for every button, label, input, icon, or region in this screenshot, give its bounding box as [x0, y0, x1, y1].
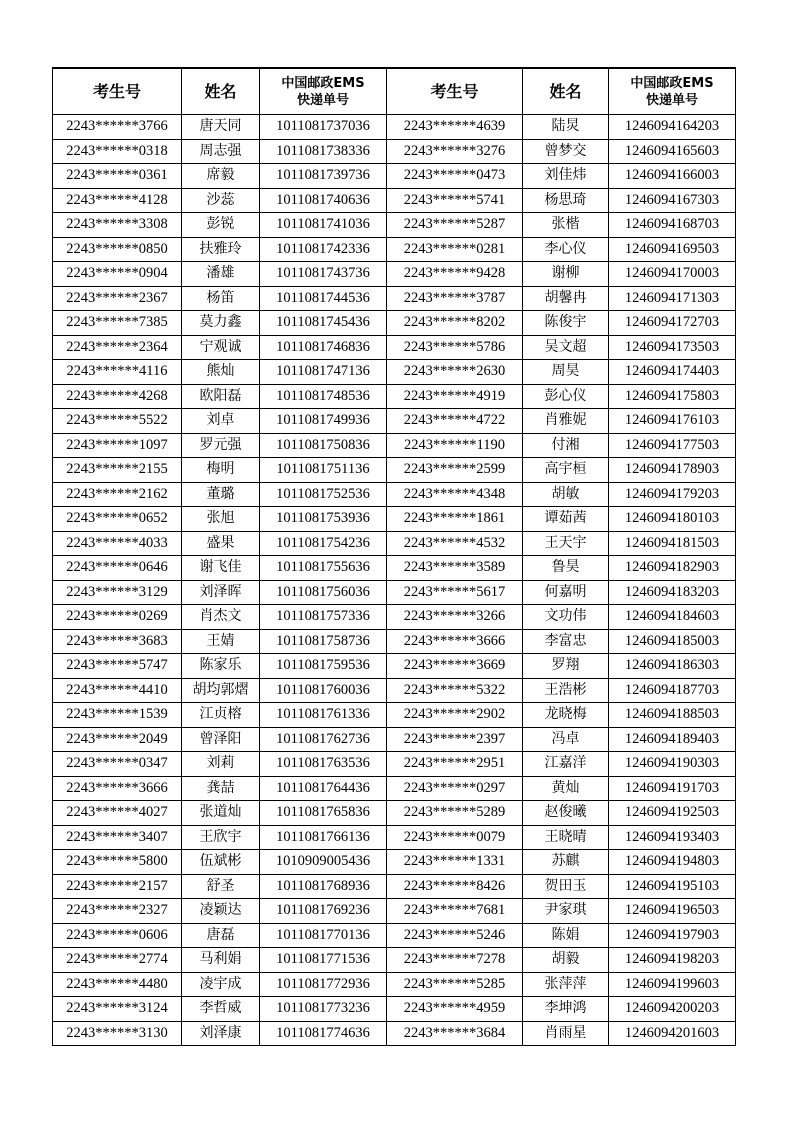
cell-exam-id: 2243******0646: [53, 556, 182, 581]
cell-exam-id: 2243******0606: [53, 923, 182, 948]
table-row: [53, 262, 736, 287]
table-body: [53, 115, 736, 1046]
cell-exam-id-2: 2243******1190: [387, 433, 523, 458]
cell-ems-number: 1011081764436: [260, 776, 387, 801]
cell-ems-number: 1011081740636: [260, 188, 387, 213]
cell-name-2: 高宇桓: [523, 458, 609, 483]
cell-exam-id: 2243******3130: [53, 1021, 182, 1046]
cell-ems-number: 1011081756036: [260, 580, 387, 605]
cell-name-2: 周昊: [523, 360, 609, 385]
cell-name: 潘雄: [182, 262, 260, 287]
cell-ems-number: 1011081751136: [260, 458, 387, 483]
cell-ems-number-2: 1246094175803: [609, 384, 736, 409]
cell-ems-number-2: 1246094173503: [609, 335, 736, 360]
cell-name: 盛果: [182, 531, 260, 556]
cell-name: 刘泽康: [182, 1021, 260, 1046]
cell-exam-id: 2243******3766: [53, 115, 182, 140]
cell-exam-id-2: 2243******4532: [387, 531, 523, 556]
cell-name-2: 曾梦交: [523, 139, 609, 164]
table-row: [53, 531, 736, 556]
cell-ems-number: 1011081741036: [260, 213, 387, 238]
cell-name-2: 王浩彬: [523, 678, 609, 703]
cell-exam-id-2: 2243******0297: [387, 776, 523, 801]
table-row: [53, 678, 736, 703]
cell-ems-number: 1011081773236: [260, 997, 387, 1022]
table-row: [53, 850, 736, 875]
table-row: [53, 801, 736, 826]
cell-name: 席毅: [182, 164, 260, 189]
cell-ems-number: 1010909005436: [260, 850, 387, 875]
cell-exam-id: 2243******0269: [53, 605, 182, 630]
table-row: [53, 384, 736, 409]
table-row: [53, 997, 736, 1022]
cell-ems-number-2: 1246094188503: [609, 703, 736, 728]
cell-name: 罗元强: [182, 433, 260, 458]
cell-exam-id: 2243******2049: [53, 727, 182, 752]
cell-exam-id-2: 2243******3666: [387, 629, 523, 654]
cell-ems-number-2: 1246094197903: [609, 923, 736, 948]
header-ems-line1: 中国邮政EMS: [281, 75, 365, 91]
cell-exam-id-2: 2243******5786: [387, 335, 523, 360]
cell-ems-number-2: 1246094193403: [609, 825, 736, 850]
cell-exam-id-2: 2243******8426: [387, 874, 523, 899]
cell-name: 肖杰文: [182, 605, 260, 630]
cell-name: 扶雅玲: [182, 237, 260, 262]
header-exam-id-2: 考生号: [387, 68, 523, 115]
table-row: [53, 727, 736, 752]
cell-ems-number-2: 1246094186303: [609, 654, 736, 679]
cell-exam-id-2: 2243******7278: [387, 948, 523, 973]
table-row: [53, 311, 736, 336]
cell-name: 刘莉: [182, 752, 260, 777]
cell-ems-number: 1011081752536: [260, 482, 387, 507]
cell-ems-number-2: 1246094180103: [609, 507, 736, 532]
cell-exam-id: 2243******3308: [53, 213, 182, 238]
cell-name: 刘卓: [182, 409, 260, 434]
cell-ems-number-2: 1246094179203: [609, 482, 736, 507]
cell-name-2: 冯卓: [523, 727, 609, 752]
cell-exam-id-2: 2243******2397: [387, 727, 523, 752]
table-row: [53, 507, 736, 532]
cell-name: 张道灿: [182, 801, 260, 826]
cell-name-2: 王天宇: [523, 531, 609, 556]
cell-ems-number: 1011081738336: [260, 139, 387, 164]
cell-ems-number-2: 1246094182903: [609, 556, 736, 581]
cell-name-2: 王晓晴: [523, 825, 609, 850]
cell-name-2: 胡敏: [523, 482, 609, 507]
cell-exam-id: 2243******5800: [53, 850, 182, 875]
cell-ems-number-2: 1246094191703: [609, 776, 736, 801]
cell-name: 刘泽晖: [182, 580, 260, 605]
cell-exam-id: 2243******0904: [53, 262, 182, 287]
table-row: [53, 580, 736, 605]
cell-ems-number: 1011081768936: [260, 874, 387, 899]
cell-exam-id-2: 2243******4919: [387, 384, 523, 409]
cell-name-2: 付湘: [523, 433, 609, 458]
cell-ems-number-2: 1246094200203: [609, 997, 736, 1022]
cell-name-2: 尹家琪: [523, 899, 609, 924]
table-row: [53, 139, 736, 164]
ems-tracking-table: [52, 67, 736, 1046]
cell-exam-id-2: 2243******4959: [387, 997, 523, 1022]
cell-name: 凌宇成: [182, 972, 260, 997]
cell-exam-id: 2243******2364: [53, 335, 182, 360]
cell-name-2: 龙晓梅: [523, 703, 609, 728]
cell-name-2: 何嘉明: [523, 580, 609, 605]
cell-exam-id: 2243******4033: [53, 531, 182, 556]
cell-name: 宁观诚: [182, 335, 260, 360]
cell-ems-number-2: 1246094187703: [609, 678, 736, 703]
cell-exam-id: 2243******3666: [53, 776, 182, 801]
cell-exam-id-2: 2243******5287: [387, 213, 523, 238]
cell-ems-number-2: 1246094169503: [609, 237, 736, 262]
cell-ems-number: 1011081758736: [260, 629, 387, 654]
cell-ems-number: 1011081757336: [260, 605, 387, 630]
table-row: [53, 360, 736, 385]
table-row: [53, 115, 736, 140]
table-row: [53, 335, 736, 360]
cell-exam-id: 2243******0652: [53, 507, 182, 532]
cell-ems-number-2: 1246094190303: [609, 752, 736, 777]
cell-name: 舒圣: [182, 874, 260, 899]
cell-name-2: 肖雨星: [523, 1021, 609, 1046]
cell-exam-id: 2243******0361: [53, 164, 182, 189]
cell-ems-number-2: 1246094164203: [609, 115, 736, 140]
cell-name: 周志强: [182, 139, 260, 164]
cell-exam-id-2: 2243******5322: [387, 678, 523, 703]
table-row: [53, 923, 736, 948]
cell-ems-number-2: 1246094174403: [609, 360, 736, 385]
cell-ems-number-2: 1246094196503: [609, 899, 736, 924]
cell-name: 龚喆: [182, 776, 260, 801]
table-row: [53, 458, 736, 483]
cell-name-2: 刘佳炜: [523, 164, 609, 189]
cell-name-2: 贺田玉: [523, 874, 609, 899]
cell-ems-number-2: 1246094167303: [609, 188, 736, 213]
cell-exam-id: 2243******2162: [53, 482, 182, 507]
cell-exam-id-2: 2243******3669: [387, 654, 523, 679]
cell-ems-number: 1011081755636: [260, 556, 387, 581]
cell-name-2: 赵俊曦: [523, 801, 609, 826]
cell-name-2: 张萍萍: [523, 972, 609, 997]
cell-exam-id-2: 2243******2902: [387, 703, 523, 728]
cell-exam-id-2: 2243******3276: [387, 139, 523, 164]
cell-name: 伍斌彬: [182, 850, 260, 875]
table-row: [53, 703, 736, 728]
cell-name: 熊灿: [182, 360, 260, 385]
cell-name: 莫力鑫: [182, 311, 260, 336]
cell-ems-number-2: 1246094201603: [609, 1021, 736, 1046]
table-row: [53, 286, 736, 311]
cell-name-2: 鲁昊: [523, 556, 609, 581]
table-row: [53, 164, 736, 189]
cell-ems-number: 1011081749936: [260, 409, 387, 434]
cell-exam-id-2: 2243******3266: [387, 605, 523, 630]
header-ems-line2-2: 快递单号: [645, 92, 698, 108]
cell-ems-number: 1011081745436: [260, 311, 387, 336]
cell-exam-id: 2243******4480: [53, 972, 182, 997]
cell-exam-id-2: 2243******0281: [387, 237, 523, 262]
cell-ems-number-2: 1246094166003: [609, 164, 736, 189]
cell-exam-id: 2243******4128: [53, 188, 182, 213]
cell-name-2: 张楷: [523, 213, 609, 238]
cell-name-2: 肖雅妮: [523, 409, 609, 434]
cell-name: 谢飞佳: [182, 556, 260, 581]
cell-ems-number-2: 1246094199603: [609, 972, 736, 997]
cell-ems-number: 1011081746836: [260, 335, 387, 360]
cell-exam-id-2: 2243******3684: [387, 1021, 523, 1046]
table-row: [53, 188, 736, 213]
header-ems-number: [260, 68, 387, 115]
cell-exam-id-2: 2243******3589: [387, 556, 523, 581]
table-row: [53, 605, 736, 630]
cell-name-2: 黄灿: [523, 776, 609, 801]
cell-name: 彭锐: [182, 213, 260, 238]
cell-name: 胡均郭熠: [182, 678, 260, 703]
cell-ems-number-2: 1246094165603: [609, 139, 736, 164]
cell-exam-id: 2243******5747: [53, 654, 182, 679]
table-row: [53, 1021, 736, 1046]
cell-name: 王欣宇: [182, 825, 260, 850]
cell-ems-number-2: 1246094178903: [609, 458, 736, 483]
table-row: [53, 776, 736, 801]
cell-name-2: 李心仪: [523, 237, 609, 262]
cell-exam-id-2: 2243******4722: [387, 409, 523, 434]
cell-ems-number-2: 1246094184603: [609, 605, 736, 630]
cell-ems-number: 1011081747136: [260, 360, 387, 385]
cell-exam-id-2: 2243******0079: [387, 825, 523, 850]
cell-exam-id-2: 2243******9428: [387, 262, 523, 287]
cell-name: 欧阳磊: [182, 384, 260, 409]
cell-name-2: 胡毅: [523, 948, 609, 973]
cell-ems-number: 1011081763536: [260, 752, 387, 777]
cell-exam-id: 2243******1097: [53, 433, 182, 458]
cell-name: 凌颖达: [182, 899, 260, 924]
cell-exam-id: 2243******3683: [53, 629, 182, 654]
cell-ems-number: 1011081748536: [260, 384, 387, 409]
cell-exam-id-2: 2243******4639: [387, 115, 523, 140]
cell-ems-number-2: 1246094189403: [609, 727, 736, 752]
cell-ems-number-2: 1246094181503: [609, 531, 736, 556]
cell-exam-id: 2243******2157: [53, 874, 182, 899]
table-row: [53, 948, 736, 973]
cell-name-2: 谭茹茜: [523, 507, 609, 532]
cell-ems-number-2: 1246094183203: [609, 580, 736, 605]
cell-exam-id-2: 2243******2599: [387, 458, 523, 483]
table-row: [53, 556, 736, 581]
table-row: [53, 654, 736, 679]
cell-ems-number: 1011081770136: [260, 923, 387, 948]
cell-ems-number: 1011081771536: [260, 948, 387, 973]
cell-exam-id-2: 2243******5246: [387, 923, 523, 948]
cell-name: 马利娟: [182, 948, 260, 973]
cell-name-2: 苏麒: [523, 850, 609, 875]
cell-ems-number: 1011081742336: [260, 237, 387, 262]
cell-ems-number-2: 1246094177503: [609, 433, 736, 458]
cell-name: 曾泽阳: [182, 727, 260, 752]
cell-exam-id: 2243******4410: [53, 678, 182, 703]
cell-exam-id-2: 2243******4348: [387, 482, 523, 507]
cell-exam-id: 2243******4116: [53, 360, 182, 385]
cell-ems-number: 1011081753936: [260, 507, 387, 532]
table-row: [53, 213, 736, 238]
header-name: 姓名: [182, 68, 260, 115]
cell-name-2: 李富忠: [523, 629, 609, 654]
cell-exam-id: 2243******2367: [53, 286, 182, 311]
cell-exam-id: 2243******0347: [53, 752, 182, 777]
cell-name: 张旭: [182, 507, 260, 532]
table-row: [53, 482, 736, 507]
cell-name: 王婧: [182, 629, 260, 654]
cell-exam-id: 2243******4268: [53, 384, 182, 409]
cell-ems-number: 1011081765836: [260, 801, 387, 826]
cell-exam-id-2: 2243******2630: [387, 360, 523, 385]
cell-exam-id: 2243******0318: [53, 139, 182, 164]
cell-exam-id-2: 2243******7681: [387, 899, 523, 924]
cell-ems-number-2: 1246094194803: [609, 850, 736, 875]
cell-ems-number: 1011081737036: [260, 115, 387, 140]
cell-name: 董璐: [182, 482, 260, 507]
cell-ems-number-2: 1246094168703: [609, 213, 736, 238]
cell-exam-id: 2243******5522: [53, 409, 182, 434]
cell-ems-number-2: 1246094170003: [609, 262, 736, 287]
cell-ems-number: 1011081750836: [260, 433, 387, 458]
cell-exam-id: 2243******2327: [53, 899, 182, 924]
cell-exam-id-2: 2243******1331: [387, 850, 523, 875]
cell-exam-id-2: 2243******3787: [387, 286, 523, 311]
cell-ems-number: 1011081743736: [260, 262, 387, 287]
cell-exam-id-2: 2243******0473: [387, 164, 523, 189]
table-row: [53, 237, 736, 262]
cell-exam-id-2: 2243******1861: [387, 507, 523, 532]
cell-ems-number-2: 1246094185003: [609, 629, 736, 654]
cell-ems-number: 1011081744536: [260, 286, 387, 311]
table-row: [53, 409, 736, 434]
header-name-2: 姓名: [523, 68, 609, 115]
cell-name-2: 江嘉洋: [523, 752, 609, 777]
table-row: [53, 972, 736, 997]
cell-exam-id-2: 2243******8202: [387, 311, 523, 336]
header-ems-line1-2: 中国邮政EMS: [630, 75, 714, 91]
cell-name-2: 陈娟: [523, 923, 609, 948]
cell-name-2: 杨思琦: [523, 188, 609, 213]
cell-exam-id: 2243******3124: [53, 997, 182, 1022]
cell-name: 唐天同: [182, 115, 260, 140]
cell-exam-id-2: 2243******2951: [387, 752, 523, 777]
header-ems-number-2: [609, 68, 736, 115]
cell-name: 唐磊: [182, 923, 260, 948]
cell-ems-number: 1011081761336: [260, 703, 387, 728]
cell-name-2: 罗翔: [523, 654, 609, 679]
cell-ems-number: 1011081759536: [260, 654, 387, 679]
cell-exam-id: 2243******0850: [53, 237, 182, 262]
cell-exam-id: 2243******3407: [53, 825, 182, 850]
cell-name-2: 李坤鸿: [523, 997, 609, 1022]
cell-name-2: 文功伟: [523, 605, 609, 630]
cell-name: 李哲威: [182, 997, 260, 1022]
cell-ems-number-2: 1246094172703: [609, 311, 736, 336]
table-row: [53, 899, 736, 924]
cell-ems-number-2: 1246094171303: [609, 286, 736, 311]
cell-name-2: 谢柳: [523, 262, 609, 287]
cell-exam-id: 2243******4027: [53, 801, 182, 826]
table-row: [53, 433, 736, 458]
cell-exam-id: 2243******2774: [53, 948, 182, 973]
cell-exam-id-2: 2243******5289: [387, 801, 523, 826]
cell-name: 江贞榕: [182, 703, 260, 728]
cell-ems-number: 1011081739736: [260, 164, 387, 189]
cell-exam-id-2: 2243******5741: [387, 188, 523, 213]
cell-name: 沙蕊: [182, 188, 260, 213]
header-exam-id: 考生号: [53, 68, 182, 115]
cell-ems-number: 1011081762736: [260, 727, 387, 752]
cell-name-2: 吴文超: [523, 335, 609, 360]
table-row: [53, 629, 736, 654]
cell-name-2: 陈俊宇: [523, 311, 609, 336]
cell-exam-id: 2243******7385: [53, 311, 182, 336]
cell-ems-number-2: 1246094198203: [609, 948, 736, 973]
cell-exam-id: 2243******1539: [53, 703, 182, 728]
cell-ems-number-2: 1246094192503: [609, 801, 736, 826]
header-row: [53, 68, 736, 115]
cell-ems-number: 1011081774636: [260, 1021, 387, 1046]
cell-name-2: 陆炅: [523, 115, 609, 140]
cell-ems-number-2: 1246094176103: [609, 409, 736, 434]
table-row: [53, 752, 736, 777]
cell-exam-id: 2243******3129: [53, 580, 182, 605]
cell-name: 杨笛: [182, 286, 260, 311]
cell-ems-number-2: 1246094195103: [609, 874, 736, 899]
table-row: [53, 825, 736, 850]
cell-name-2: 彭心仪: [523, 384, 609, 409]
cell-exam-id-2: 2243******5285: [387, 972, 523, 997]
cell-ems-number: 1011081772936: [260, 972, 387, 997]
cell-ems-number: 1011081760036: [260, 678, 387, 703]
cell-exam-id: 2243******2155: [53, 458, 182, 483]
cell-ems-number: 1011081766136: [260, 825, 387, 850]
cell-name-2: 胡馨冉: [523, 286, 609, 311]
header-ems-line2: 快递单号: [296, 92, 349, 108]
table-row: [53, 874, 736, 899]
cell-name: 陈家乐: [182, 654, 260, 679]
cell-ems-number: 1011081769236: [260, 899, 387, 924]
cell-exam-id-2: 2243******5617: [387, 580, 523, 605]
cell-name: 梅明: [182, 458, 260, 483]
cell-ems-number: 1011081754236: [260, 531, 387, 556]
